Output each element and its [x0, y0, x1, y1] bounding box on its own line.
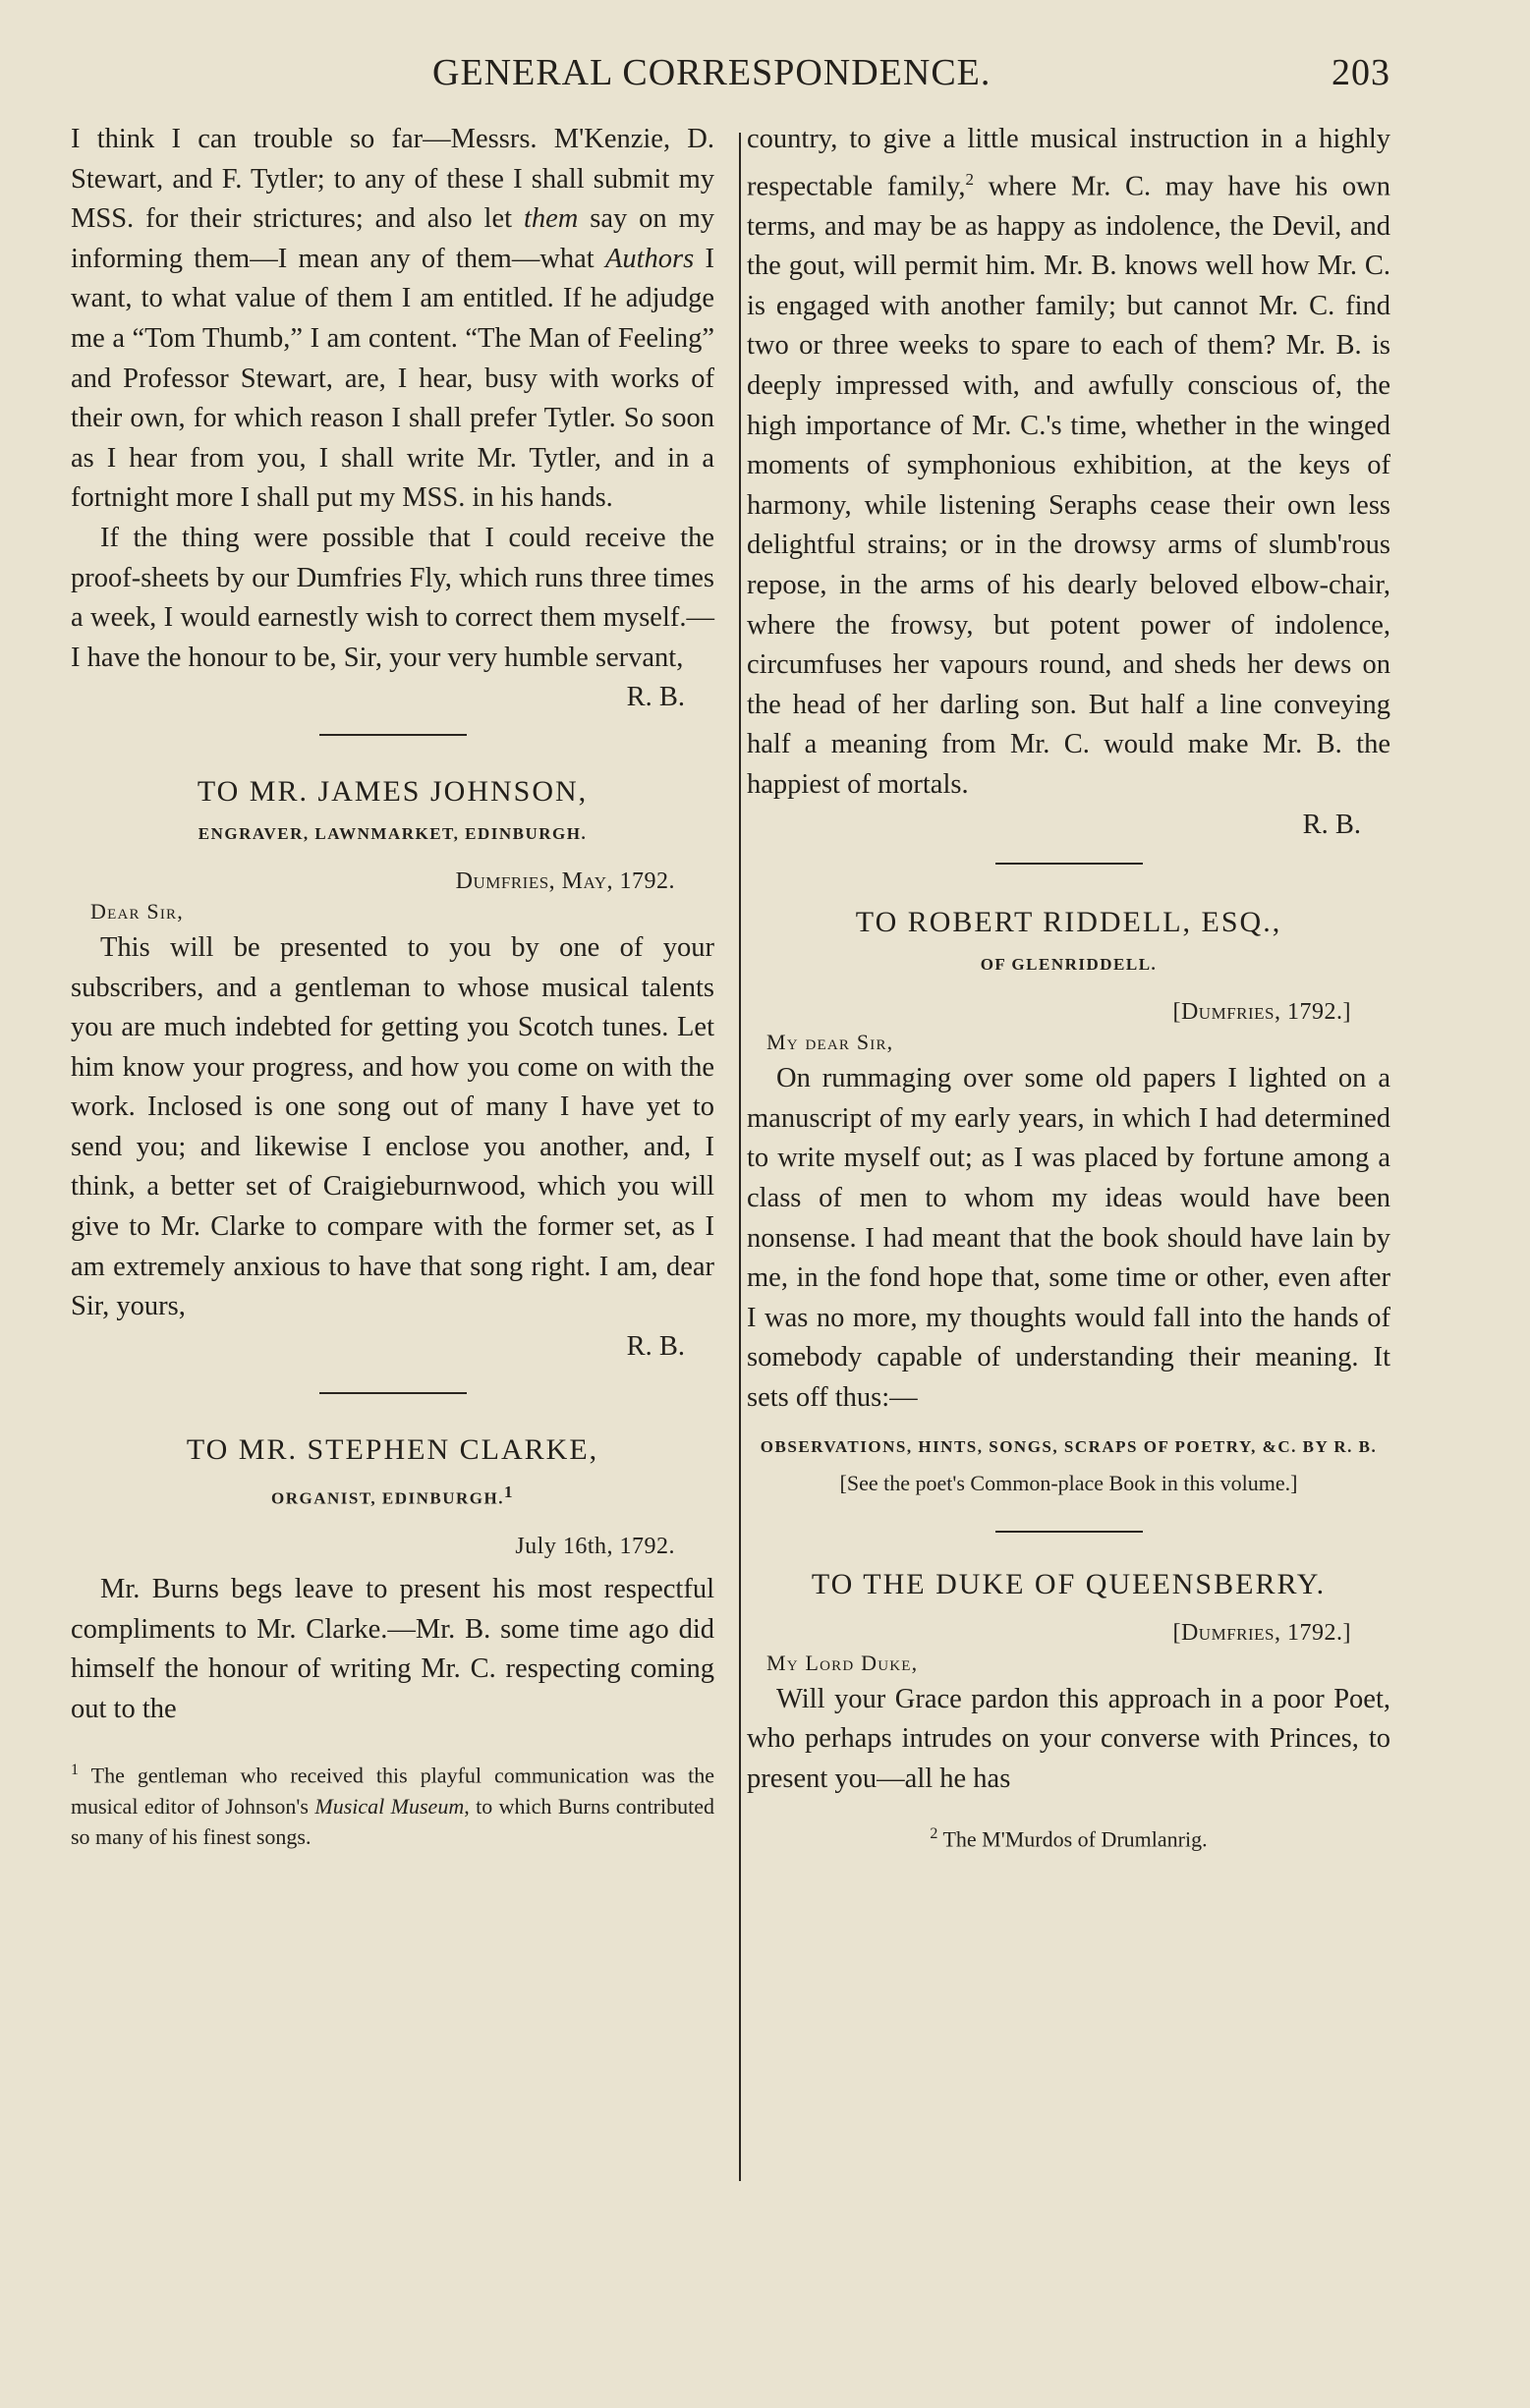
- letter-body: Will your Grace pardon this approach in a poor Poet, who perhaps intrudes on your converse with Princes, to present you—all he has: [747, 1683, 1390, 1794]
- letter-date: Dumfries, May, 1792.: [455, 868, 675, 894]
- signature: R. B.: [626, 1330, 685, 1362]
- letter-title: TO MR. STEPHEN CLARKE,: [186, 1433, 599, 1467]
- letter-date: July 16th, 1792.: [515, 1534, 675, 1560]
- signature: R. B.: [626, 682, 685, 713]
- letter-salutation: My dear Sir,: [766, 1030, 894, 1055]
- footnote-marker: 1: [504, 1483, 515, 1502]
- letter-clarke: [71, 1433, 714, 1729]
- letter-body: On rummaging over some old papers I lighted on a manuscript of my early years, in which I had determined to write myself out; as I was placed by fortune among a class of men to whom my ideas would have been nonsense. I had meant that the book should have lain by me, in the fond hope that, some time or other, even after I was no more, my thoughts would fall into the hands of somebody capable of understanding their meaning. It sets off thus:—: [747, 1063, 1390, 1413]
- page-number: 203: [1332, 52, 1390, 93]
- letter-johnson: [71, 775, 714, 1368]
- letter-address: OF GLENRIDDELL.: [980, 955, 1158, 975]
- letter-date: [Dumfries, 1792.]: [1172, 1619, 1351, 1646]
- letter-address: ORGANIST, EDINBURGH.$^1$: [270, 1483, 515, 1509]
- letter-title: TO MR. JAMES JOHNSON,: [197, 774, 589, 808]
- letter-title: TO ROBERT RIDDELL, ESQ.,: [855, 906, 1282, 939]
- section-rule: [995, 1531, 1143, 1533]
- section-rule: [995, 863, 1143, 865]
- letter-salutation: Dear Sir,: [90, 898, 184, 924]
- footnote: $^2$ The M'Murdos of Drumlanrig.: [930, 1825, 1208, 1852]
- letter-salutation: My Lord Duke,: [766, 1650, 919, 1675]
- letter-date: [Dumfries, 1792.]: [1172, 999, 1351, 1026]
- right-column: [747, 120, 1390, 1855]
- intro-paragraph-1: I think I can trouble so far—Messrs. M'Kenzie, D. Stewart, and F. Tytler; to any of these I shall submit my MSS. for their strictures; and also let them say on my informing them—I mean any of them—what Authors I want, to what value of them I am entitled. If he adjudge me a “Tom Thumb,” I am content. “The Man of Feeling” and Professor Stewart, are, I hear, busy with works of their own, for which reason I shall prefer Tytler. So soon as I hear from you, I shall write Mr. Tytler, and in a fortnight more I shall put my MSS. in his hands.: [71, 124, 714, 514]
- footnote: $^1$ The gentleman who received this playful communication was the musical editor of Johnson's Musical Museum, to which Burns contributed so many of his finest songs.: [71, 1762, 715, 1849]
- letter-queensberry: [747, 1568, 1390, 1800]
- footnote-marker: 2: [965, 169, 974, 189]
- section-rule: [319, 1392, 467, 1394]
- letter-body: This will be presented to you by one of your subscribers, and a gentleman to whose musical talents you are much indebted for getting you Scotch tunes. Let him know your progress, and how you come on with the work. Inclosed is one song out of many I have yet to send you; and likewise I enclose you another, and, I think, a better set of Craigieburnwood, which you will give to Mr. Clarke to compare with the former set, as I am extremely anxious to have that song right. I am, dear Sir, yours,: [71, 931, 714, 1322]
- footnote-number: 2: [930, 1825, 938, 1843]
- section-rule: [319, 734, 467, 736]
- footnote-number: 1: [71, 1762, 79, 1779]
- notebook-heading: OBSERVATIONS, HINTS, SONGS, SCRAPS OF POETRY, &C. BY R. B.: [760, 1436, 1378, 1456]
- letter-riddell: [747, 906, 1390, 1498]
- letter-body: Mr. Burns begs leave to present his most respectful compliments to Mr. Clarke.—Mr. B. some time ago did himself the honour of writing Mr. C. respecting coming out to the: [71, 1574, 714, 1724]
- letter-address: ENGRAVER, LAWNMARKET, EDINBURGH.: [198, 823, 588, 843]
- signature: R. B.: [1302, 809, 1361, 840]
- left-column: [71, 120, 714, 1852]
- intro-paragraph-2: If the thing were possible that I could receive the proof-sheets by our Dumfries Fly, which runs three times a week, I would earnestly wish to correct them myself.—I have the honour to be, Sir, your very humble servant,: [71, 522, 714, 673]
- letter-title: TO THE DUKE OF QUEENSBERRY.: [811, 1567, 1327, 1600]
- column-divider: [739, 133, 741, 2181]
- running-title: GENERAL CORRESPONDENCE.: [432, 52, 992, 93]
- continuation-paragraph: country, to give a little musical instruction in a highly respectable family,$^2$ where Mr. C. may have his own terms, and may be as happy as indolence, the Devil, and the gout, will permit him. Mr. B. knows well how Mr. C. is engaged with another family; but cannot Mr. C. find two or three weeks to spare to each of them? Mr. B. is deeply impressed with, and awfully conscious of, the high importance of Mr. C.'s time, whether in the winged moments of symphonious exhibition, at the keys of harmony, while listening Seraphs cease their own less delightful strains; or in the drowsy arms of slumb'rous repose, in the arms of his dearly beloved elbow-chair, where the frowsy, but potent power of indolence, circumfuses her vapours round, and sheds her dews on the head of her darling son. But half a line conveying half a meaning from Mr. C. would make Mr. B. the happiest of mortals.: [747, 124, 1390, 800]
- editorial-note: [See the poet's Common-place Book in this volume.]: [839, 1470, 1298, 1495]
